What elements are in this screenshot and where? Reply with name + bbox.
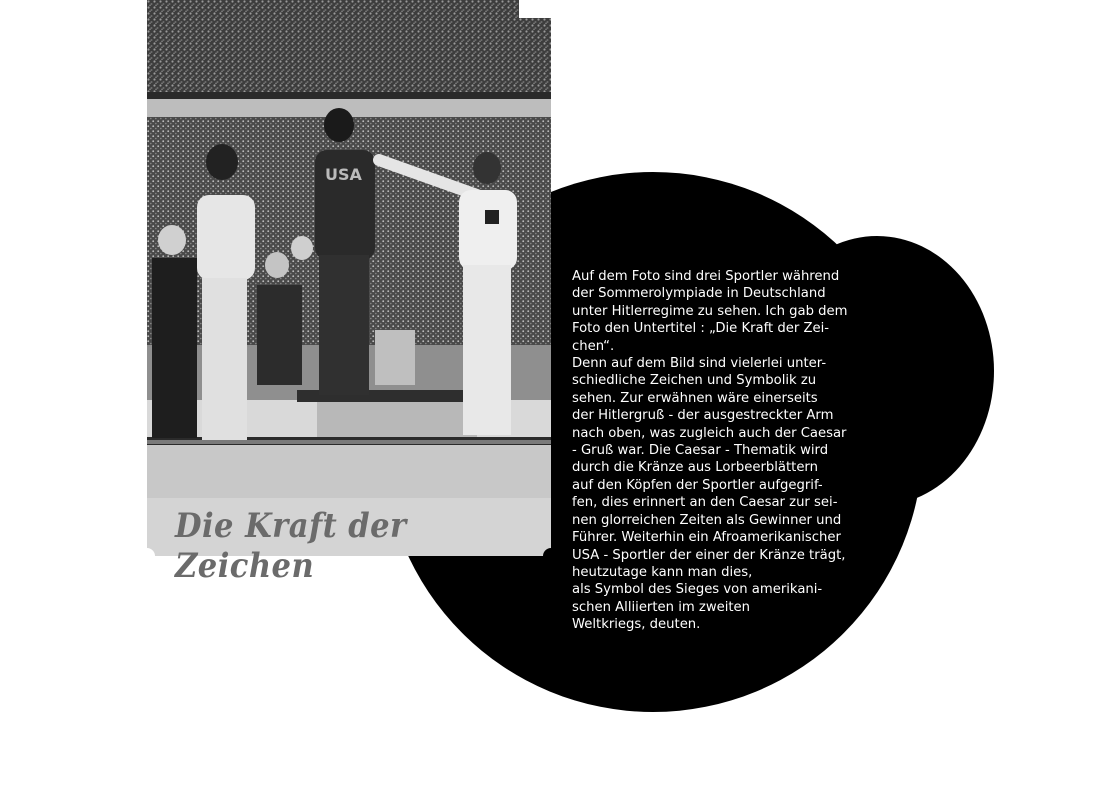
body-line: auf den Köpfen der Sportler aufgegrif- [572,477,823,493]
body-line: Auf dem Foto sind drei Sportler während [572,269,840,284]
podium-photo [147,0,551,498]
caption-title: Die Kraft der Zeichen [175,506,407,586]
caption-bar [147,498,551,586]
body-line: nen glorreichen Zeiten als Gewinner und [572,512,842,528]
body-line: sehen. Zur erwähnen wäre einerseits [572,390,818,406]
body-line: Weltkriegs, deuten. [572,617,701,633]
body-line: durch die Kränze aus Lorbeerblättern [572,460,818,476]
body-line: Denn auf dem Bild sind vielerlei unter- [572,356,827,372]
body-line: - Gruß war. Die Caesar - Thematik wird [572,443,829,459]
body-line: USA - Sportler der einer der Kränze trägt, [572,547,846,563]
body-line: unter Hitlerregime zu sehen. Ich gab dem [572,303,848,319]
body-line: als Symbol des Sieges von amerikani- [572,582,823,598]
body-line: chen“. [572,338,615,354]
body-line: Foto den Untertitel : „Die Kraft der Zei- [572,321,830,337]
body-line: schiedliche Zeichen und Symbolik zu [572,373,817,389]
caption-notch-left [139,548,155,564]
body-text [572,268,892,634]
body-line: schen Alliierten im zweiten [572,599,751,615]
body-line: nach oben, was zugleich auch der Caesar [572,425,847,441]
jersey-text: USA [325,165,362,184]
body-line: der Hitlergruß - der ausgestreckter Arm [572,408,834,424]
body-line: der Sommerolympiade in Deutschland [572,286,826,302]
body-line: fen, dies erinnert an den Caesar zur sei- [572,495,838,511]
body-line: heutzutage kann man dies, [572,564,753,580]
body-line: Führer. Weiterhin ein Afroamerikanischer [572,530,841,546]
caption-notch-right [543,548,559,564]
